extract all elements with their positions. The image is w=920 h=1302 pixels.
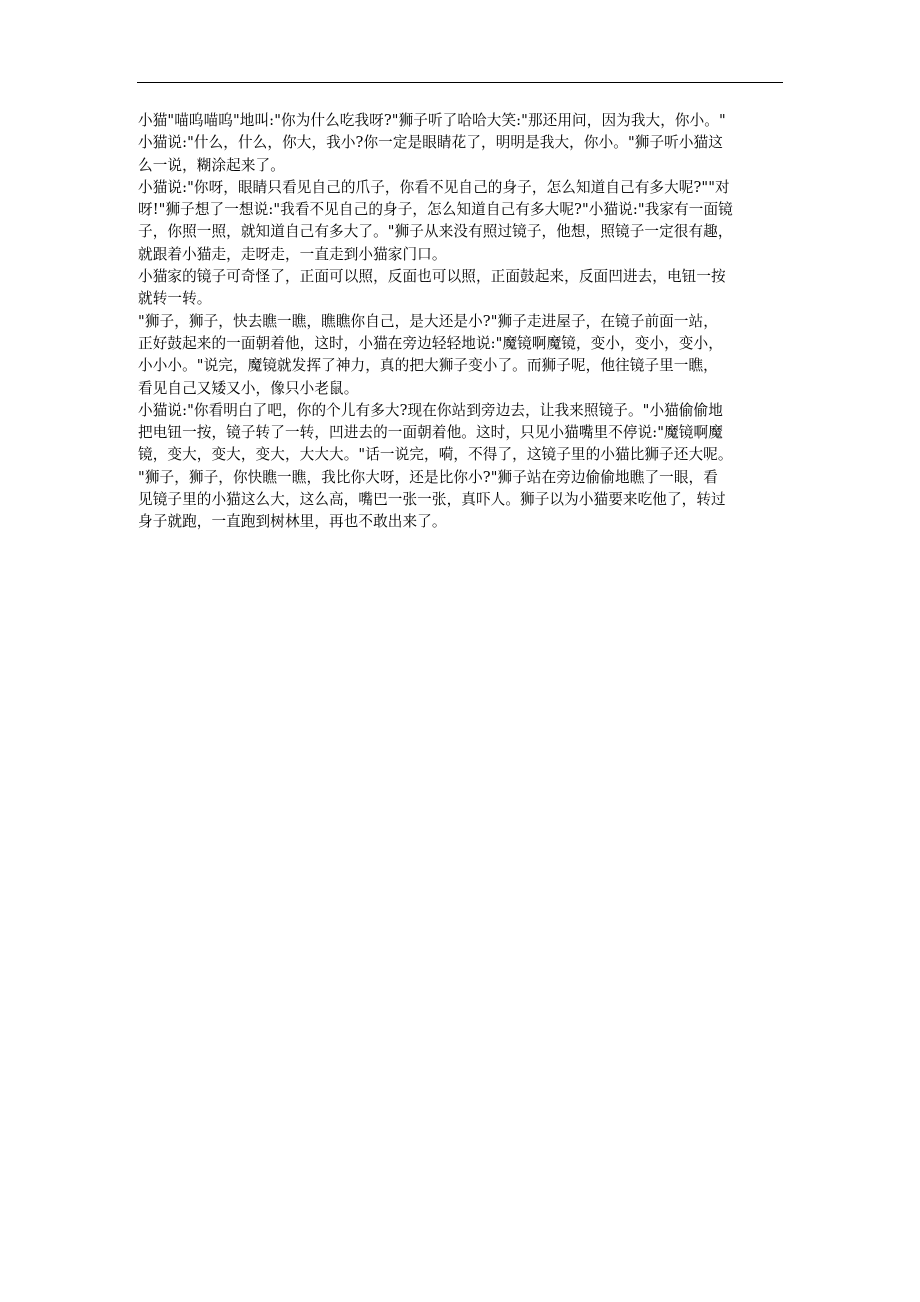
text-line: 正好鼓起来的一面朝着他，这时，小猫在旁边轻轻地说:"魔镜啊魔镜，变小，变小，变小， bbox=[138, 334, 723, 352]
paragraph-6 bbox=[138, 467, 784, 534]
paragraph-2 bbox=[138, 177, 784, 266]
paragraph-1 bbox=[138, 110, 784, 177]
text-line: 小猫说:"什么，什么，你大，我小?你一定是眼睛花了，明明是我大，你小。"狮子听小猫这 bbox=[138, 134, 723, 152]
story-text bbox=[138, 110, 784, 534]
text-line: 子，你照一照，就知道自己有多大了。"狮子从来没有照过镜子，他想，照镜子一定很有趣， bbox=[138, 223, 733, 241]
paragraph-3 bbox=[138, 266, 784, 311]
text-line: 么一说，糊涂起来了。 bbox=[138, 156, 285, 174]
text-line: 小猫"喵呜喵呜"地叫:"你为什么吃我呀?"狮子听了哈哈大笑:"那还用问，因为我大，你小。" bbox=[138, 112, 726, 129]
paragraph-4 bbox=[138, 311, 784, 400]
text-line: 身子就跑，一直跑到树林里，再也不敢出来了。 bbox=[138, 513, 447, 531]
text-line: 把电钮一按，镜子转了一转，凹进去的一面朝着他。这时，只见小猫嘴里不停说:"魔镜啊魔 bbox=[138, 424, 723, 442]
paragraph-5 bbox=[138, 400, 784, 467]
text-line: "狮子，狮子，快去瞧一瞧，瞧瞧你自己，是大还是小?"狮子走进屋子，在镜子前面一站， bbox=[138, 312, 718, 330]
text-line: 小猫说:"你呀，眼睛只看见自己的爪子，你看不见自己的身子，怎么知道自己有多大呢?""对 bbox=[138, 178, 730, 196]
header-rule bbox=[137, 82, 783, 83]
text-line: 镜，变大，变大，变大，大大大。"话一说完，嗬，不得了，这镜子里的小猫比狮子还大呢。 bbox=[138, 446, 733, 464]
text-line: "狮子，狮子，你快瞧一瞧，我比你大呀，还是比你小?"狮子站在旁边偷偷地瞧了一眼，看 bbox=[138, 468, 718, 486]
text-line: 见镜子里的小猫这么大，这么高，嘴巴一张一张，真吓人。狮子以为小猫要来吃他了，转过 bbox=[138, 491, 726, 509]
text-line: 就转一转。 bbox=[138, 290, 212, 308]
text-line: 看见自己又矮又小，像只小老鼠。 bbox=[138, 379, 359, 397]
text-line: 就跟着小猫走，走呀走，一直走到小猫家门口。 bbox=[138, 245, 447, 263]
text-line: 呀!"狮子想了一想说:"我看不见自己的身子，怎么知道自己有多大呢?"小猫说:"我家有一面镜 bbox=[138, 201, 733, 219]
text-line: 小猫说:"你看明白了吧，你的个儿有多大?现在你站到旁边去，让我来照镜子。"小猫偷偷地 bbox=[138, 401, 723, 419]
text-line: 小猫家的镜子可奇怪了，正面可以照，反面也可以照，正面鼓起来，反面凹进去，电钮一按 bbox=[138, 268, 726, 286]
text-line: 小小小。"说完，魔镜就发挥了神力，真的把大狮子变小了。而狮子呢，他往镜子里一瞧， bbox=[138, 357, 718, 375]
